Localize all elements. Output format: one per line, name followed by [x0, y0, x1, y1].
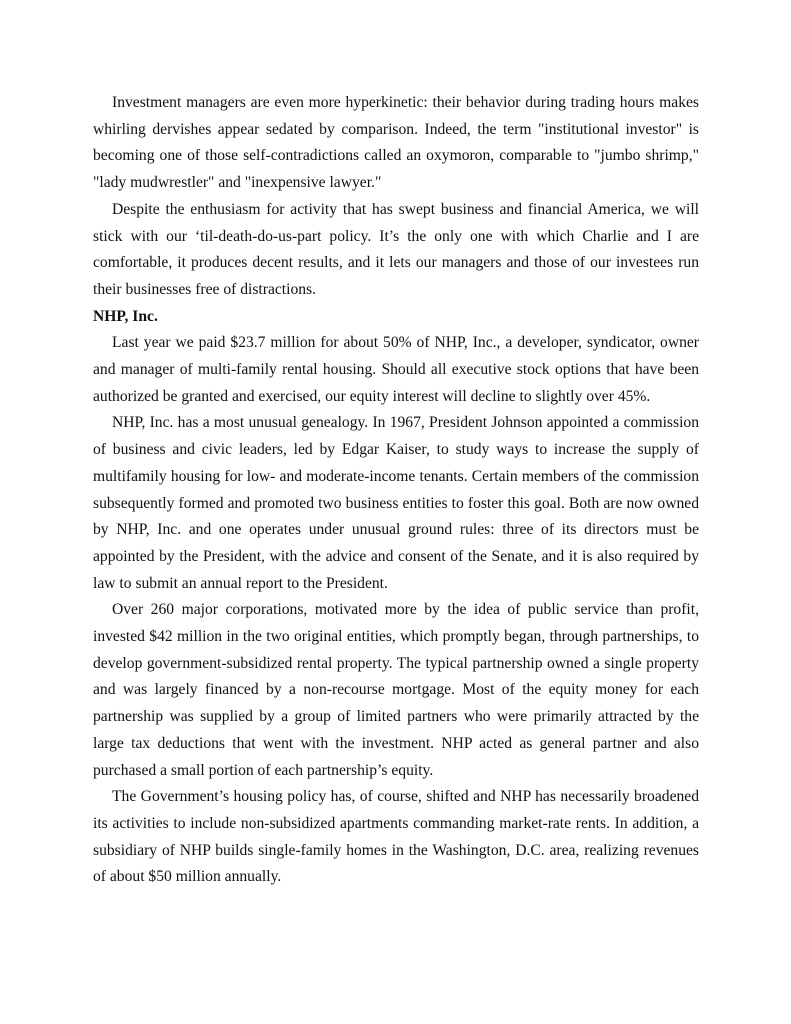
- paragraph-housing-policy: The Government’s housing policy has, of course, shifted and NHP has necessarily broadened its activities to include non-subsidized apartments commanding market-rate rents. In addition, a subsidiary of NHP builds single-family homes in the Washington, D.C. area, realizing revenues of about $50 million annually.: [93, 788, 699, 886]
- paragraph-despite-enthusiasm: Despite the enthusiasm for activity that has swept business and financial America, we will stick with our ‘til-death-do-us-part policy. It’s the only one with which Charlie and I are comfortable, it produces decent results, and it lets our managers and those of our investees run their businesses free of distractions.: [93, 200, 699, 298]
- paragraph-last-year: Last year we paid $23.7 million for about 50% of NHP, Inc., a developer, syndicator, owner and manager of multi-family rental housing. Should all executive stock options that have been authorized be granted and exercised, our equity interest will decline to slightly over 45%.: [93, 334, 699, 405]
- paragraph-genealogy: NHP, Inc. has a most unusual genealogy. In 1967, President Johnson appointed a commission of business and civic leaders, led by Edgar Kaiser, to study ways to increase the supply of multifamily housing for low- and moderate-income tenants. Certain members of the commission subsequently formed and promoted two business entities to foster this goal. Both are now owned by NHP, Inc. and one operates under unusual ground rules: three of its directors must be appointed by the President, with the advice and consent of the Senate, and it is also required by law to submit an annual report to the President.: [93, 414, 699, 592]
- paragraph-corporations: Over 260 major corporations, motivated more by the idea of public service than profit, invested $42 million in the two original entities, which promptly began, through partnerships, to develop government-subsidized rental property. The typical partnership owned a single property and was largely financed by a non-recourse mortgage. Most of the equity money for each partnership was supplied by a group of limited partners who were primarily attracted by the large tax deductions that went with the investment. NHP acted as general partner and also purchased a small portion of each partnership’s equity.: [93, 601, 699, 779]
- document-page: [93, 90, 699, 891]
- section-heading-nhp: NHP, Inc.: [93, 307, 158, 325]
- paragraph-investment-managers: Investment managers are even more hyperkinetic: their behavior during trading hours makes whirling dervishes appear sedated by comparison. Indeed, the term "institutional investor" is becoming one of those self-contradictions called an oxymoron, comparable to "jumbo shrimp," "lady mudwrestler" and "inexpensive lawyer.": [93, 94, 699, 192]
